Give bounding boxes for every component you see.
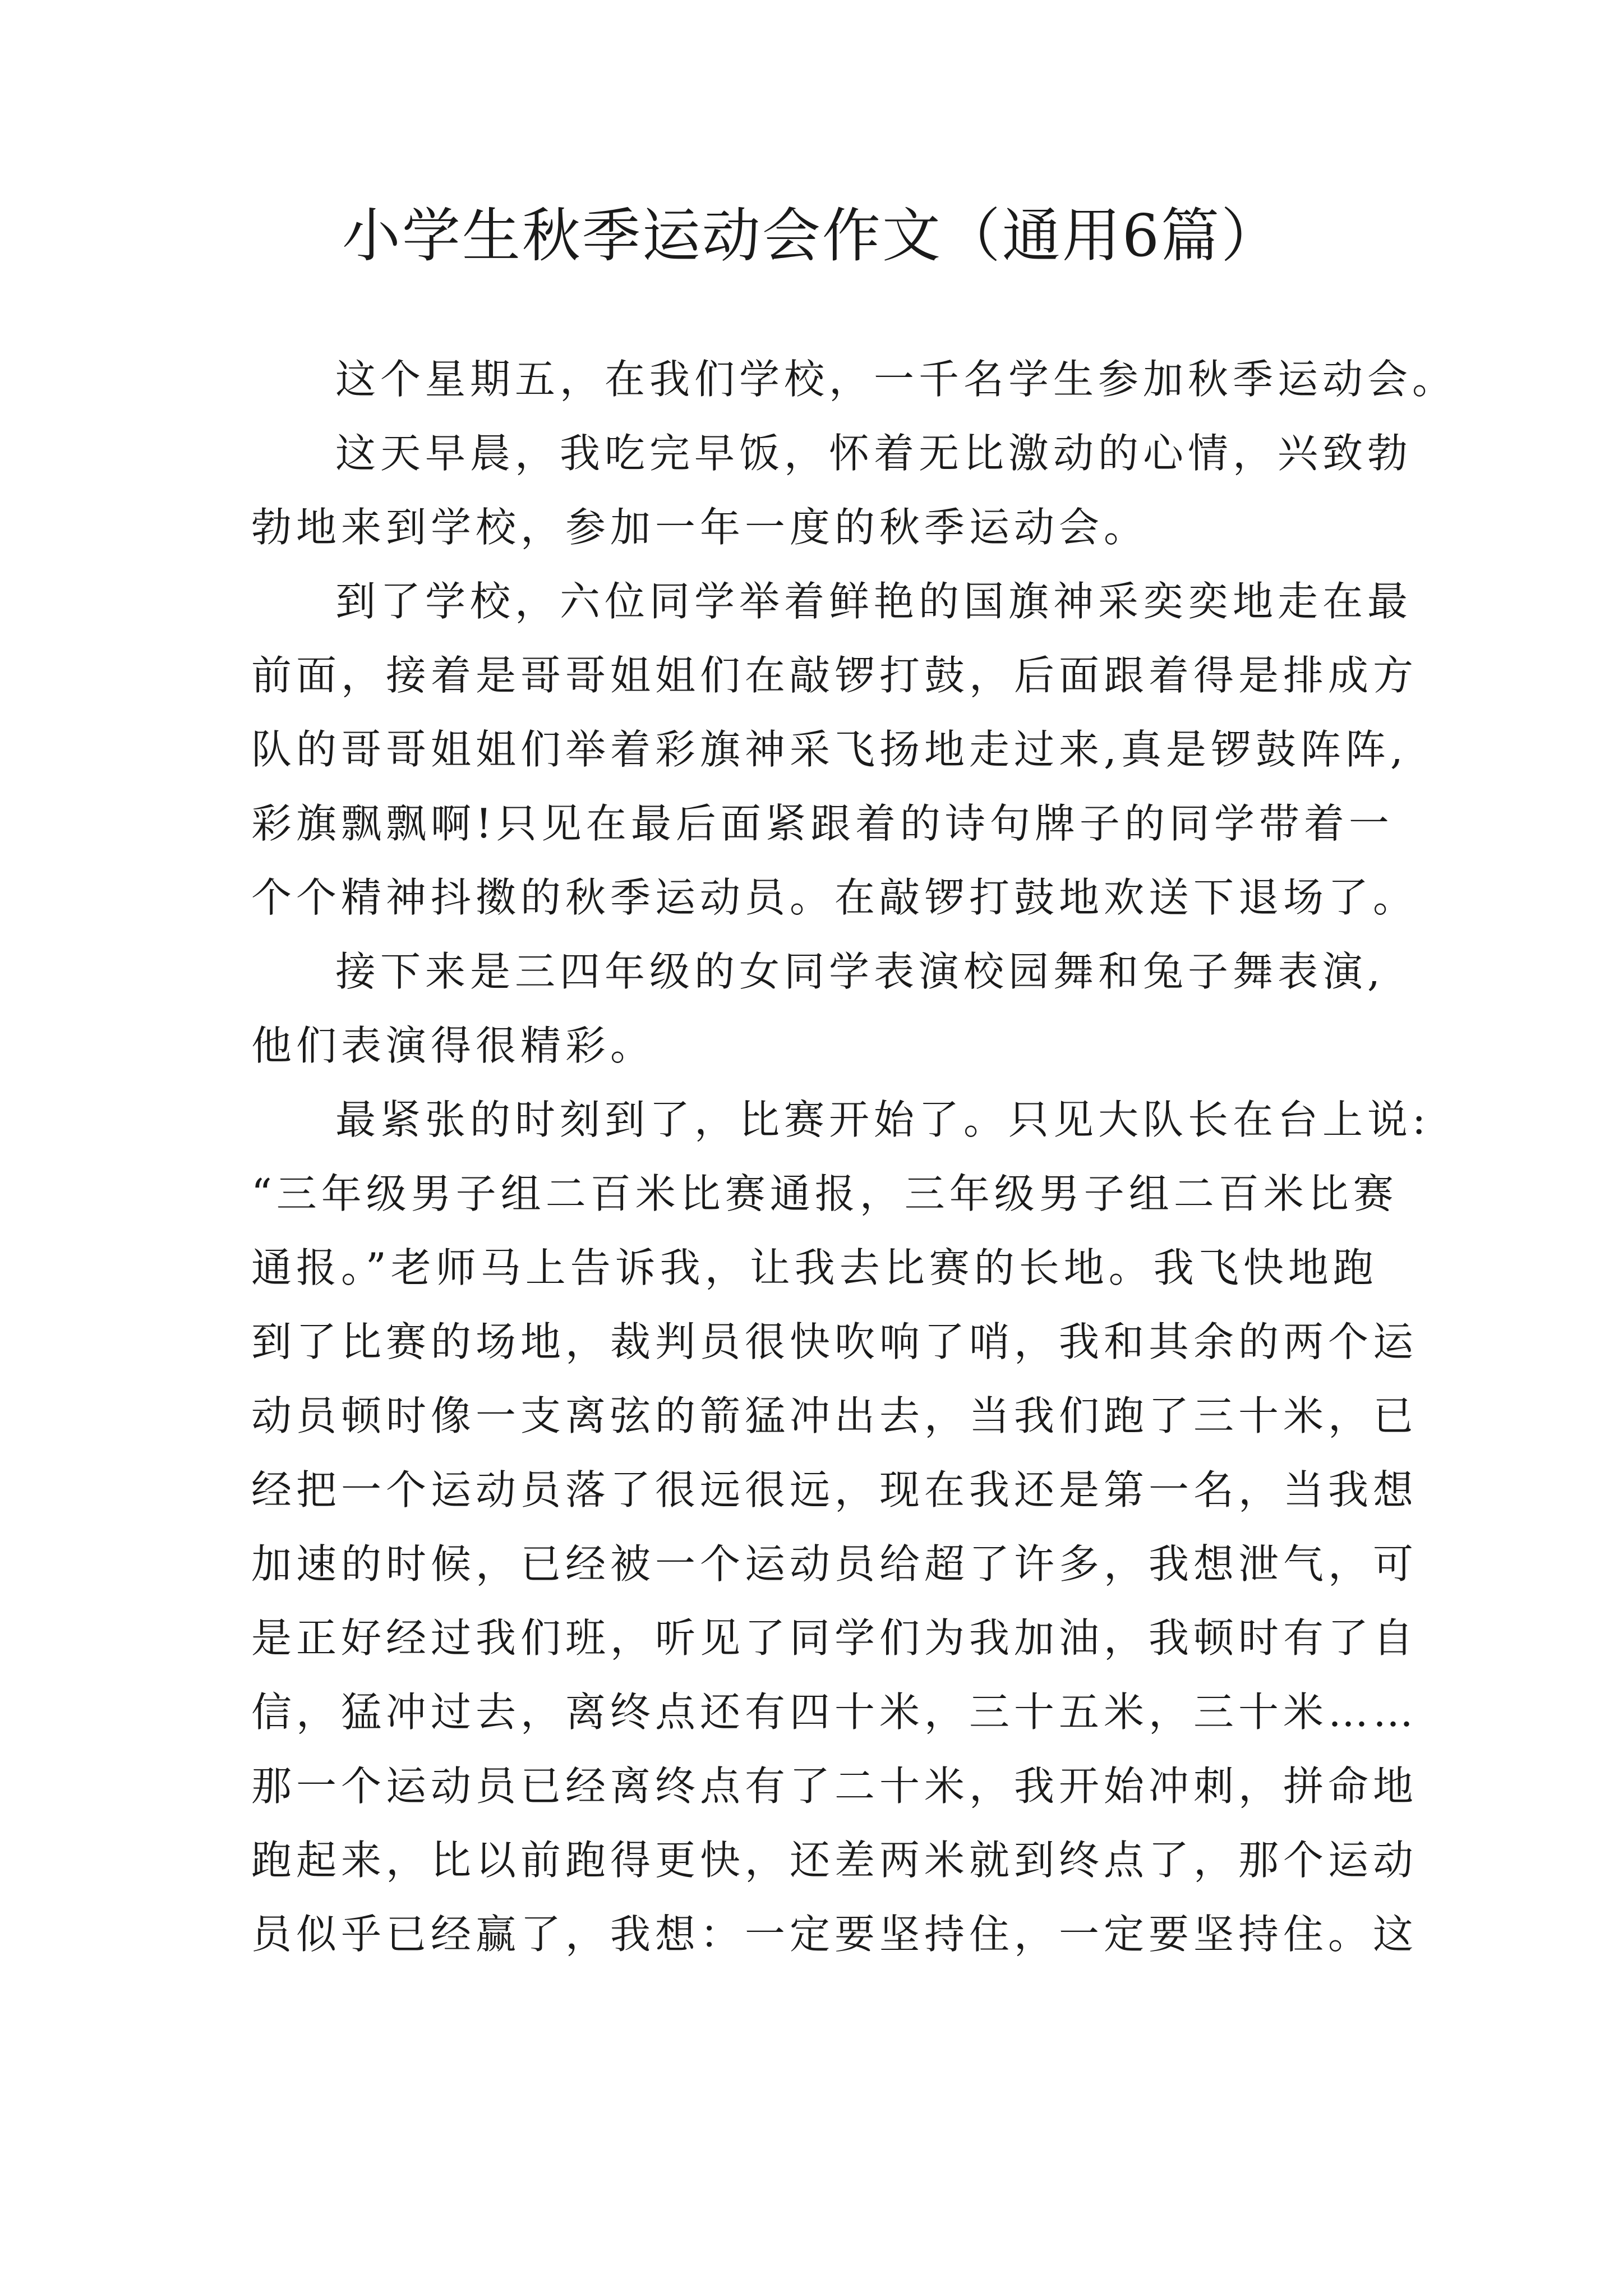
text-line: 信，猛冲过去，离终点还有四十米，三十五米，三十米……: [251, 1688, 1418, 1736]
document-title: 小学生秋季运动会作文（通用6篇）: [342, 201, 1281, 270]
document-body: [251, 342, 1458, 1971]
text-line: 经把一个运动员落了很远很远，现在我还是第一名，当我想: [251, 1466, 1418, 1513]
text-line: 员似乎已经赢了，我想：一定要坚持住，一定要坚持住。这: [251, 1911, 1418, 1958]
text-line: 这天早晨，我吃完早饭，怀着无比激动的心情，兴致勃: [335, 430, 1413, 477]
text-line: “三年级男子组二百米比赛通报，三年级男子组二百米比赛: [251, 1170, 1398, 1217]
text-line: 接下来是三四年级的女同学表演校园舞和兔子舞表演,: [335, 948, 1385, 995]
text-line: 通报。”老师马上告诉我，让我去比赛的长地。我飞快地跑: [251, 1244, 1378, 1291]
text-line: 那一个运动员已经离终点有了二十米，我开始冲刺，拼命地: [251, 1763, 1418, 1810]
text-line: 个个精神抖擞的秋季运动员。在敲锣打鼓地欢送下退场了。: [251, 874, 1418, 921]
text-line: 到了学校，六位同学举着鲜艳的国旗神采奕奕地走在最: [335, 578, 1413, 625]
text-line: 是正好经过我们班，听见了同学们为我加油，我顿时有了自: [251, 1614, 1418, 1662]
text-line: 彩旗飘飘啊!只见在最后面紧跟着的诗句牌子的同学带着一: [251, 800, 1394, 847]
text-line: 加速的时候，已经被一个运动员给超了许多，我想泄气，可: [251, 1540, 1418, 1588]
text-line: 动员顿时像一支离弦的箭猛冲出去，当我们跑了三十米，已: [251, 1392, 1418, 1439]
text-line: 这个星期五，在我们学校，一千名学生参加秋季运动会。: [335, 356, 1458, 403]
text-line: 他们表演得很精彩。: [251, 1022, 656, 1069]
text-line: 前面，接着是哥哥姐姐们在敲锣打鼓，后面跟着得是排成方: [251, 652, 1418, 699]
text-line: 队的哥哥姐姐们举着彩旗神采飞扬地走过来,真是锣鼓阵阵,: [251, 726, 1408, 773]
text-line: 跑起来，比以前跑得更快，还差两米就到终点了，那个运动: [251, 1837, 1418, 1884]
text-line: 最紧张的时刻到了，比赛开始了。只见大队长在台上说:: [335, 1096, 1431, 1143]
text-line: 勃地来到学校，参加一年一度的秋季运动会。: [251, 504, 1149, 551]
text-line: 到了比赛的场地，裁判员很快吹响了哨，我和其余的两个运: [251, 1318, 1418, 1365]
